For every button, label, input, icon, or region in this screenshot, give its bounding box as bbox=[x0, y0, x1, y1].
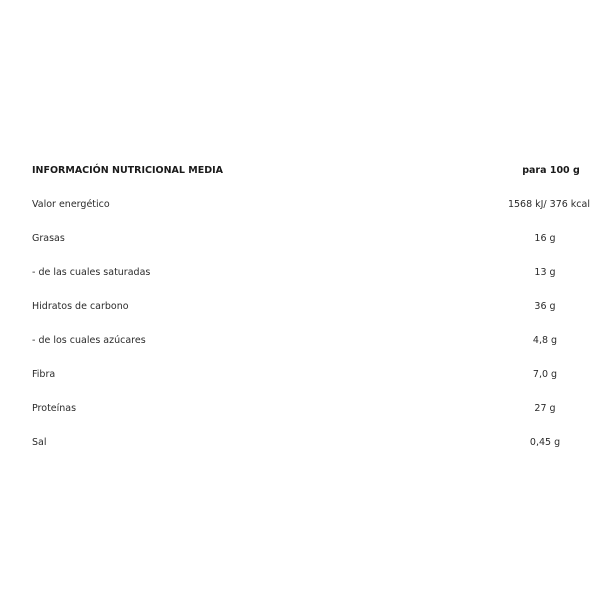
row-label: Proteínas bbox=[32, 403, 77, 414]
row-value: 16 g bbox=[534, 233, 556, 244]
table-row-protein bbox=[32, 394, 590, 428]
table-row-saturated bbox=[32, 258, 590, 292]
row-value: 0,45 g bbox=[529, 437, 561, 448]
row-label: Hidratos de carbono bbox=[32, 301, 129, 312]
nutrition-table bbox=[32, 156, 590, 462]
row-value: 1568 kJ/ 376 kcal bbox=[507, 199, 590, 210]
table-header-row bbox=[32, 156, 590, 190]
row-value: 13 g bbox=[534, 267, 556, 278]
table-row-salt bbox=[32, 428, 590, 462]
row-label: Fibra bbox=[32, 369, 56, 380]
row-label: - de las cuales saturadas bbox=[32, 267, 151, 278]
row-label: Grasas bbox=[32, 233, 65, 244]
table-row-fibre bbox=[32, 360, 590, 394]
table-row-energy bbox=[32, 190, 590, 224]
row-label: - de los cuales azúcares bbox=[32, 335, 146, 346]
table-row-fat bbox=[32, 224, 590, 258]
row-label: Valor energético bbox=[32, 199, 110, 210]
row-value: 27 g bbox=[534, 403, 556, 414]
row-label: Sal bbox=[32, 437, 47, 448]
table-row-sugars bbox=[32, 326, 590, 360]
row-value: 7,0 g bbox=[532, 369, 558, 380]
row-value: 36 g bbox=[534, 301, 556, 312]
table-row-carbohydrates bbox=[32, 292, 590, 326]
row-value: 4,8 g bbox=[532, 335, 558, 346]
table-header-value: para 100 g bbox=[522, 165, 580, 176]
table-header-label: INFORMACIÓN NUTRICIONAL MEDIA bbox=[32, 165, 223, 176]
